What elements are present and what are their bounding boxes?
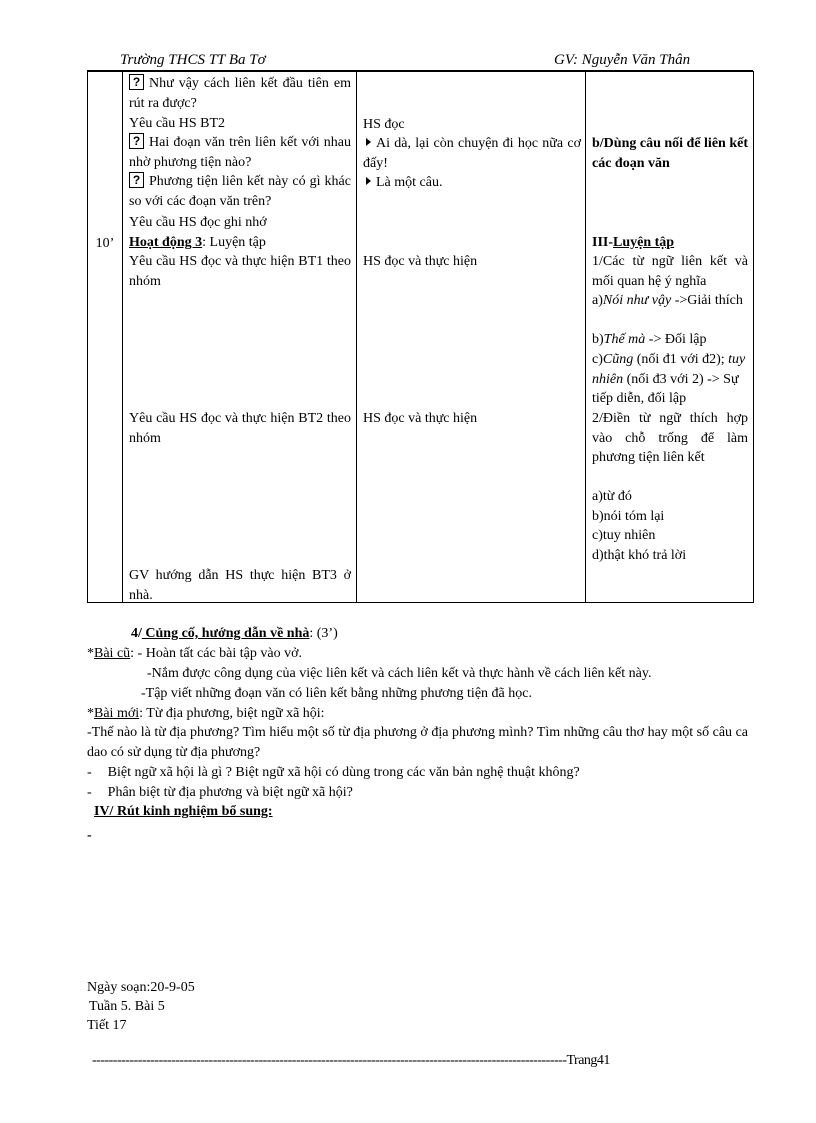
teacher-name: GV: Nguyễn Văn Thân — [554, 52, 691, 68]
footer-dashes: ------------------------------------------------------------------------------------------------------------------ — [92, 1053, 567, 1068]
lesson-table — [87, 71, 754, 603]
section-iv-dash: - — [87, 828, 92, 843]
bai-cu-line-3: -Tập viết những đoạn văn có liên kết bằng những phương tiện đã học. — [141, 686, 532, 701]
section-iv-title: IV/ Rút kinh nghiệm bổ sung: — [94, 804, 273, 819]
bai-moi-paragraph: -Thế nào là từ địa phương? Tìm hiểu một số từ địa phương ở địa phương mình? Tìm những câu thơ hay một số câu ca dao có sử dụng từ địa phương? — [87, 725, 748, 760]
teacher-line-bt2: Yêu cầu HS BT2 — [129, 116, 226, 131]
question-mark-icon: ? — [129, 133, 144, 149]
exercise-2-intro: 2/Điền từ ngữ thích hợp vào chỗ trống để làm phương tiện liên kết — [592, 411, 748, 465]
exercise-2-c: c)tuy nhiên — [592, 528, 656, 543]
triangle-bullet-icon — [366, 177, 371, 185]
activity-3-title: Hoạt động 3: Luyện tập — [129, 235, 266, 250]
teacher-line-ghi-nho: Yêu cầu HS đọc ghi nhớ — [129, 215, 267, 230]
bai-moi-item-2: - Phân biệt từ địa phương và biệt ngữ xã hội? — [87, 785, 353, 800]
bai-cu-line-1: *Bài cũ: - Hoàn tất các bài tập vào vở. — [87, 646, 302, 661]
teacher-bt1: Yêu cầu HS đọc và thực hiện BT1 theo nhóm — [129, 254, 351, 289]
bai-moi-title: *Bài mới: Từ địa phương, biệt ngữ xã hội: — [87, 706, 325, 721]
question-3: ? Phương tiện liên kết này có gì khác so với các đoạn văn trên? — [129, 173, 351, 209]
bai-cu-line-2: -Nắm được công dụng của việc liên kết và cách liên kết và thực hành về cách liên kết này. — [147, 666, 652, 681]
student-activity-column — [357, 72, 586, 603]
teacher-activity-column — [123, 72, 357, 603]
section-iii-title: III-Luyện tập — [592, 235, 675, 250]
time-label: 10’ — [95, 236, 115, 251]
student-bt2: HS đọc và thực hiện — [363, 411, 478, 426]
exercise-1-c: c)Cũng (nối đ1 với đ2); tuy nhiên (nối đ3 với 2) -> Sự tiếp diễn, đối lập — [592, 352, 746, 406]
exercise-2-d: d)thật khó trả lời — [592, 548, 687, 563]
next-lesson-period: Tiết 17 — [87, 1018, 127, 1033]
teacher-bt2: Yêu cầu HS đọc và thực hiện BT2 theo nhóm — [129, 411, 351, 446]
triangle-bullet-icon — [366, 138, 371, 146]
page-number: Trang41 — [566, 1053, 610, 1068]
question-mark-icon: ? — [129, 172, 144, 188]
content-heading-b: b/Dùng câu nối để liên kết các đoạn văn — [592, 136, 748, 171]
table-row — [88, 72, 754, 603]
exercise-2-b: b)nói tóm lại — [592, 509, 665, 524]
question-mark-icon: ? — [129, 74, 144, 90]
lesson-content-column — [586, 72, 754, 603]
teacher-bt3: GV hướng dẫn HS thực hiện BT3 ở nhà. — [129, 568, 351, 603]
next-lesson-date: Ngày soạn:20-9-05 — [87, 980, 195, 995]
student-answer-2: Là một câu. — [363, 173, 581, 193]
page-footer — [92, 1053, 610, 1069]
exercise-1-b: b)Thế mà -> Đối lập — [592, 332, 707, 347]
section-4-heading: 4/ Củng cố, hướng dẫn về nhà: (3’) — [131, 626, 338, 641]
bai-moi-item-1: - Biệt ngữ xã hội là gì ? Biệt ngữ xã hội có dùng trong các văn bản nghệ thuật không? — [87, 765, 580, 780]
time-column — [88, 72, 123, 603]
question-1: ? Như vậy cách liên kết đầu tiên em rút ra được? — [129, 75, 351, 111]
exercise-2-a: a)từ đó — [592, 489, 632, 504]
question-2: ? Hai đoạn văn trên liên kết với nhau nhờ phương tiện nào? — [129, 134, 351, 170]
school-name: Trường THCS TT Ba Tơ — [120, 52, 266, 68]
student-answer-1: Ai dà, lại còn chuyện đi học nữa cơ đấy! — [363, 136, 581, 171]
exercise-1-a: a)Nói như vậy ->Giải thích — [592, 293, 743, 308]
exercise-1-intro: 1/Các từ ngữ liên kết và mối quan hệ ý nghĩa — [592, 254, 748, 289]
student-hs-doc: HS đọc — [363, 117, 405, 132]
next-lesson-week: Tuần 5. Bài 5 — [89, 999, 165, 1014]
student-bt1: HS đọc và thực hiện — [363, 254, 478, 269]
